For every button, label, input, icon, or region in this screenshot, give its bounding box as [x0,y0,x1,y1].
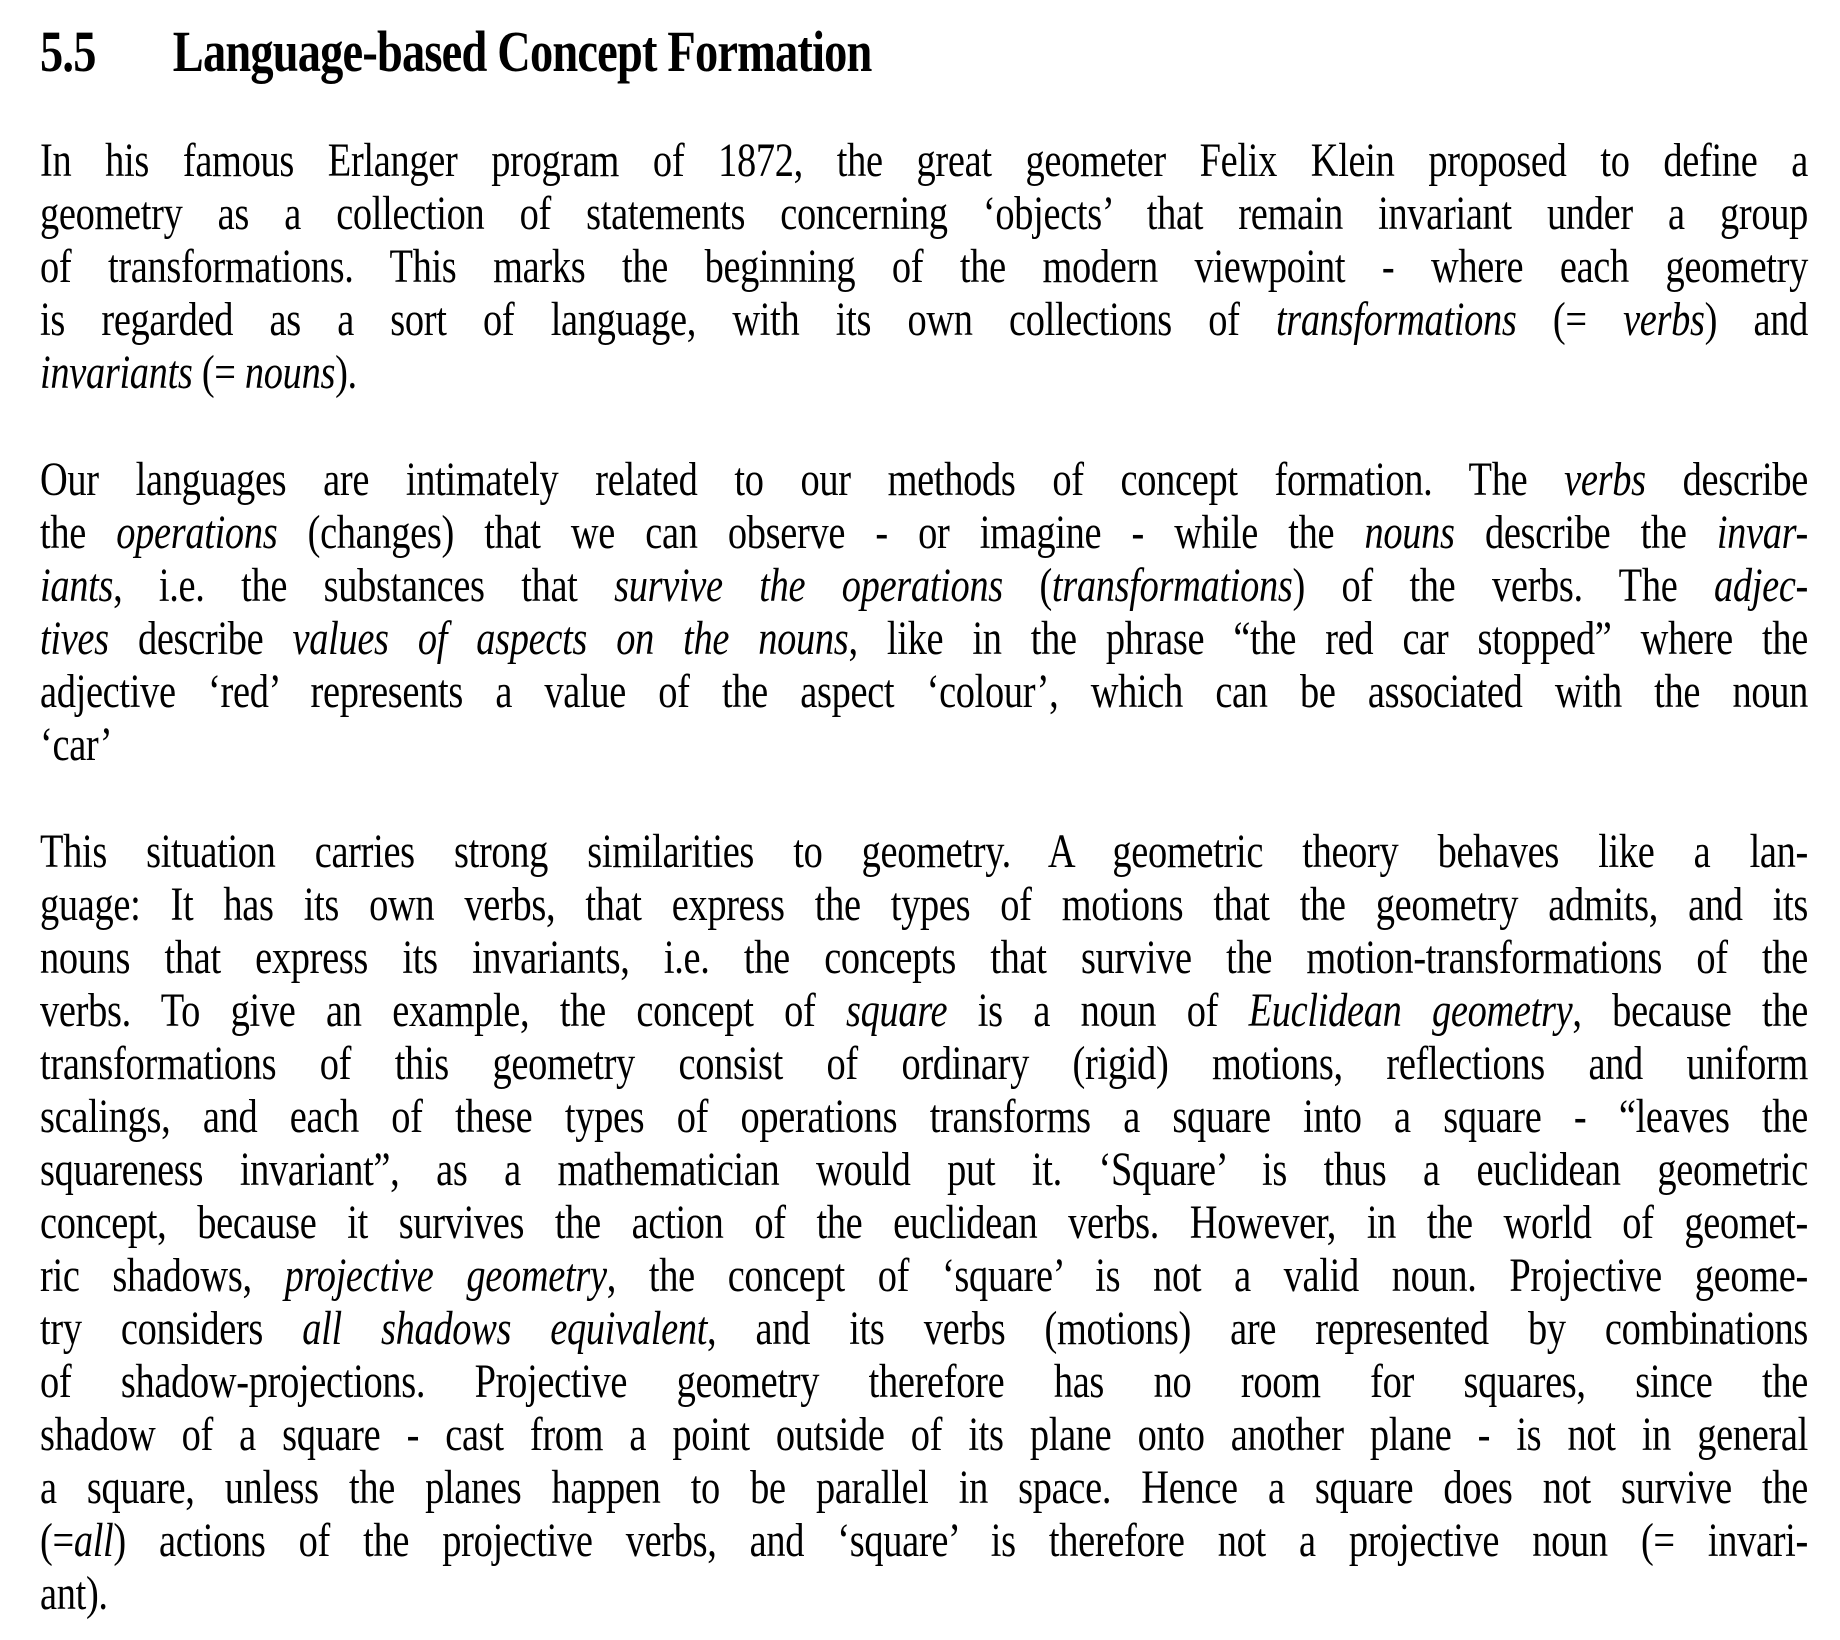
text-line [40,878,1808,931]
text-run: ) of the verbs. The [1292,559,1714,612]
text-run-italic: iants [40,559,114,612]
text-run-italic: survive the operations [614,559,1003,612]
text-run: of transformations. This marks the beginning of the modern viewpoint - where each geometry [40,240,1808,293]
text-line [40,187,1808,240]
text-run-italic: values of aspects on the nouns [292,612,849,665]
text-run: a square, unless the planes happen to be parallel in space. Hence a square does not survive the [40,1461,1808,1514]
text-run-italic: Euclidean geometry [1248,984,1573,1037]
text-run: ) and [1704,293,1809,346]
text-run: (= [1516,293,1624,346]
text-run: ) actions of the projective verbs, and ‘square’ is therefore not a projective noun (= invari- [113,1514,1808,1567]
text-line [40,559,1808,612]
text-run-italic: all shadows equivalent [302,1302,708,1355]
text-run-italic: square [846,984,948,1037]
text-line [40,240,1808,293]
text-run: describe the [1454,506,1717,559]
text-line [40,665,1808,718]
paragraph [40,825,1808,1620]
text-run: verbs. To give an example, the concept of [40,984,847,1037]
text-run: , the concept of ‘square’ is not a valid noun. Projective geome- [606,1249,1808,1302]
text-run: (changes) that we can observe - or imagine - while the [277,506,1365,559]
text-run: try considers [40,1302,303,1355]
text-line [40,1143,1808,1196]
section-title: Language-based Concept Formation [172,19,872,84]
text-run-italic: nouns [1364,506,1455,559]
text-run: geometry as a collection of statements concerning ‘objects’ that remain invariant under a group [40,187,1808,240]
text-run: , because the [1572,984,1808,1037]
text-run: guage: It has its own verbs, that express the types of motions that the geometry admits, and its [40,878,1808,931]
text-line [40,506,1808,559]
text-line [40,1090,1808,1143]
text-line [40,1408,1808,1461]
text-run: concept, because it survives the action of the euclidean verbs. However, in the world of geomet- [40,1196,1808,1249]
text-run-italic: tives [40,612,109,665]
text-run: ). [335,346,357,399]
text-line [40,612,1808,665]
text-run: describe [1645,453,1808,506]
text-run: is regarded as a sort of language, with its own collections of [40,293,1276,346]
text-line [40,1514,1808,1567]
text-line [40,1302,1808,1355]
text-line [40,1567,1808,1620]
text-line [40,1037,1808,1090]
text-line [40,931,1808,984]
text-run: transformations of this geometry consist of ordinary (rigid) motions, reflections and uniform [40,1037,1808,1090]
text-line [40,1249,1808,1302]
paragraph [40,134,1808,399]
text-line [40,293,1808,346]
text-run-italic: invariants [40,346,193,399]
text-run: This situation carries strong similarities to geometry. A geometric theory behaves like a lan- [40,825,1808,878]
text-run-italic: adjec- [1713,559,1809,612]
text-run: ‘car’ [40,718,113,771]
text-run-italic: verbs [1564,453,1646,506]
text-run-italic: transformations [1051,559,1293,612]
text-run-italic: operations [116,506,278,559]
text-run: ( [1002,559,1052,612]
paragraph [40,453,1808,771]
text-line [40,718,1808,771]
text-run: nouns that express its invariants, i.e. the concepts that survive the motion-transformations of the [40,931,1808,984]
text-line [40,984,1808,1037]
text-run: , i.e. the substances that [113,559,615,612]
text-line [40,1461,1808,1514]
text-line [40,825,1808,878]
section-number: 5.5 [40,19,96,84]
text-run: adjective ‘red’ represents a value of the aspect ‘colour’, which can be associated with the noun [40,665,1808,718]
text-line [40,346,1808,399]
text-run-italic: verbs [1623,293,1705,346]
text-run: , and its verbs (motions) are represented by combinations [707,1302,1808,1355]
text-run: shadow of a square - cast from a point outside of its plane onto another plane - is not in general [40,1408,1808,1461]
text-run-italic: all [73,1514,114,1567]
section-heading [40,14,1808,90]
text-line [40,453,1808,506]
text-run: In his famous Erlanger program of 1872, the great geometer Felix Klein proposed to define a [40,134,1808,187]
text-run: describe [108,612,293,665]
text-run: ric shadows, [40,1249,285,1302]
page-content [40,14,1808,1620]
text-line [40,1196,1808,1249]
text-run: scalings, and each of these types of operations transforms a square into a square - “leaves the [40,1090,1808,1143]
text-run: the [40,506,117,559]
text-run: ant). [40,1567,108,1620]
text-run-italic: nouns [244,346,336,399]
text-run: Our languages are intimately related to our methods of concept formation. The [40,453,1565,506]
text-run: is a noun of [947,984,1249,1037]
text-run: (= [192,346,245,399]
body-text [40,134,1808,1620]
text-line [40,134,1808,187]
text-run: (= [40,1514,74,1567]
text-run: , like in the phrase “the red car stopped” where the [848,612,1808,665]
text-run-italic: transformations [1275,293,1517,346]
text-run-italic: projective geometry [284,1249,607,1302]
text-line [40,1355,1808,1408]
text-run: of shadow-projections. Projective geometry therefore has no room for squares, since the [40,1355,1808,1408]
text-run-italic: invar- [1716,506,1808,559]
text-run: squareness invariant”, as a mathematician would put it. ‘Square’ is thus a euclidean geometric [40,1143,1808,1196]
